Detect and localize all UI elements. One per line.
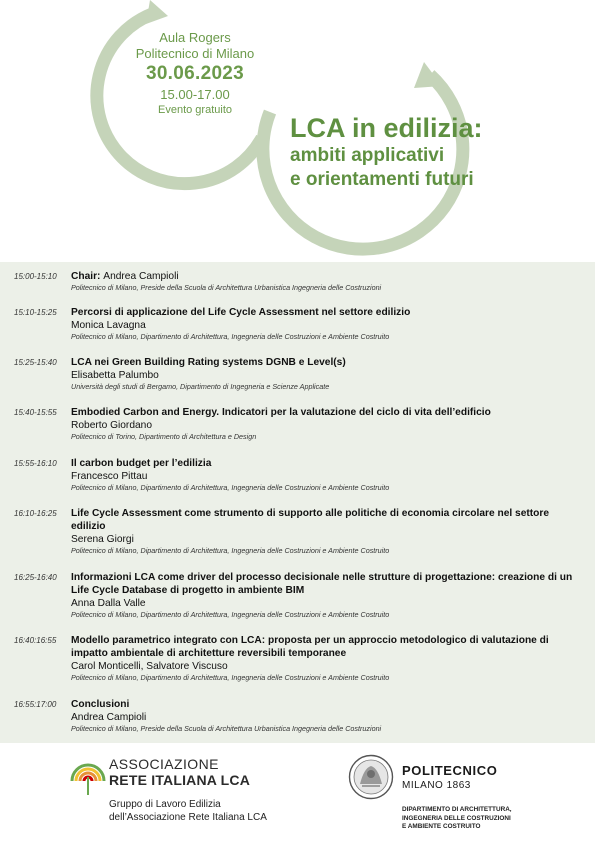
dept-line-1: DIPARTIMENTO DI ARCHITETTURA,	[402, 806, 512, 813]
item-speaker: Elisabetta Palumbo	[71, 370, 159, 381]
item-time: 15:25-15:40	[14, 358, 57, 367]
item-time: 16:10-16:25	[14, 509, 57, 518]
event-title	[290, 112, 483, 192]
politecnico-seal-icon	[348, 754, 394, 800]
item-title: LCA nei Green Building Rating systems DGNB e Level(s)	[71, 357, 346, 368]
department-name	[402, 806, 512, 832]
venue-block	[100, 30, 290, 118]
item-time: 15:00-15:10	[14, 272, 57, 281]
politecnico-city: MILANO 1863	[402, 780, 471, 791]
group-line-1: Gruppo di Lavoro Edilizia	[109, 799, 221, 810]
footer-logos	[0, 743, 595, 841]
rete-lca-logo-icon	[68, 755, 108, 795]
item-time: 15:40-15:55	[14, 408, 57, 417]
title-line-3: e orientamenti futuri	[290, 169, 474, 190]
group-line-2: dell’Associazione Rete Italiana LCA	[109, 812, 267, 823]
item-title: Il carbon budget per l’edilizia	[71, 458, 212, 469]
item-affiliation: Università degli studi di Bergamo, Dipartimento di Ingegneria e Scienze Applicate	[71, 382, 330, 391]
item-speaker: Monica Lavagna	[71, 320, 146, 331]
item-affiliation: Politecnico di Milano, Dipartimento di Architettura, Ingegneria delle Costruzioni e Ambiente Costruito	[71, 483, 390, 492]
title-line-1: LCA in edilizia:	[290, 113, 483, 143]
item-speaker: Andrea Campioli	[71, 712, 147, 723]
event-header	[0, 0, 595, 262]
chair-name: Andrea Campioli	[103, 271, 179, 282]
item-affiliation: Politecnico di Milano, Preside della Scuola di Architettura Urbanistica Ingegneria delle Costruzioni	[71, 724, 382, 733]
item-affiliation: Politecnico di Milano, Dipartimento di Architettura, Ingegneria delle Costruzioni e Ambiente Costruito	[71, 332, 390, 341]
dept-line-3: E AMBIENTE COSTRUITO	[402, 823, 481, 830]
item-title: Conclusioni	[71, 699, 130, 710]
politecnico-name: POLITECNICO	[402, 763, 498, 778]
item-speaker: Anna Dalla Valle	[71, 598, 146, 609]
rete-lca-wordmark	[109, 757, 250, 788]
item-speaker: Carol Monticelli, Salvatore Viscuso	[71, 661, 228, 672]
assoc-line-1: ASSOCIAZIONE	[109, 756, 219, 772]
item-speaker: Roberto Giordano	[71, 420, 152, 431]
event-time: 15.00-17.00	[160, 87, 230, 102]
dept-line-2: INGEGNERIA DELLE COSTRUZIONI	[402, 814, 511, 822]
item-affiliation: Politecnico di Milano, Dipartimento di Architettura, Ingegneria delle Costruzioni e Ambiente Costruito	[71, 546, 390, 555]
item-time: 15:10-15:25	[14, 308, 57, 317]
item-title: Informazioni LCA come driver del processo decisionale nelle strutture di progettazione: creazione di un Life Cycle Database di progetto in ambiente BIM	[71, 572, 573, 596]
event-free-label: Evento gratuito	[158, 104, 232, 116]
item-speaker: Serena Giorgi	[71, 534, 134, 545]
venue-institution: Politecnico di Milano	[135, 46, 255, 61]
item-time: 15:55-16:10	[14, 459, 57, 468]
working-group-text	[109, 798, 267, 824]
item-affiliation: Politecnico di Milano, Dipartimento di Architettura, Ingegneria delle Costruzioni e Ambiente Costruito	[71, 610, 390, 619]
program-section	[0, 262, 595, 743]
item-affiliation: Politecnico di Torino, Dipartimento di Architettura e Design	[71, 432, 257, 441]
item-affiliation: Politecnico di Milano, Preside della Scuola di Architettura Urbanistica Ingegneria delle Costruzioni	[71, 283, 382, 292]
venue-room: Aula Rogers	[159, 30, 231, 45]
item-title: Embodied Carbon and Energy. Indicatori per la valutazione del ciclo di vita dell’edificio	[71, 407, 491, 418]
event-date: 30.06.2023	[145, 63, 245, 84]
item-title: Percorsi di applicazione del Life Cycle Assessment nel settore edilizio	[71, 307, 411, 318]
title-line-2: ambiti applicativi	[290, 145, 445, 166]
item-title: Modello parametrico integrato con LCA: proposta per un approccio metodologico di valutazione di impatto ambientale di architetture reversibili temporanee	[71, 635, 549, 659]
item-time: 16:25-16:40	[14, 573, 57, 582]
item-time: 16:40:16:55	[14, 636, 57, 645]
chair-label: Chair:	[71, 271, 101, 282]
item-time: 16:55:17:00	[14, 700, 57, 709]
assoc-line-2: RETE ITALIANA LCA	[109, 772, 251, 788]
item-affiliation: Politecnico di Milano, Dipartimento di Architettura, Ingegneria delle Costruzioni e Ambiente Costruito	[71, 673, 390, 682]
item-speaker: Francesco Pittau	[71, 471, 148, 482]
item-title: Life Cycle Assessment come strumento di supporto alle politiche di economia circolare nel settore edilizio	[71, 508, 550, 532]
